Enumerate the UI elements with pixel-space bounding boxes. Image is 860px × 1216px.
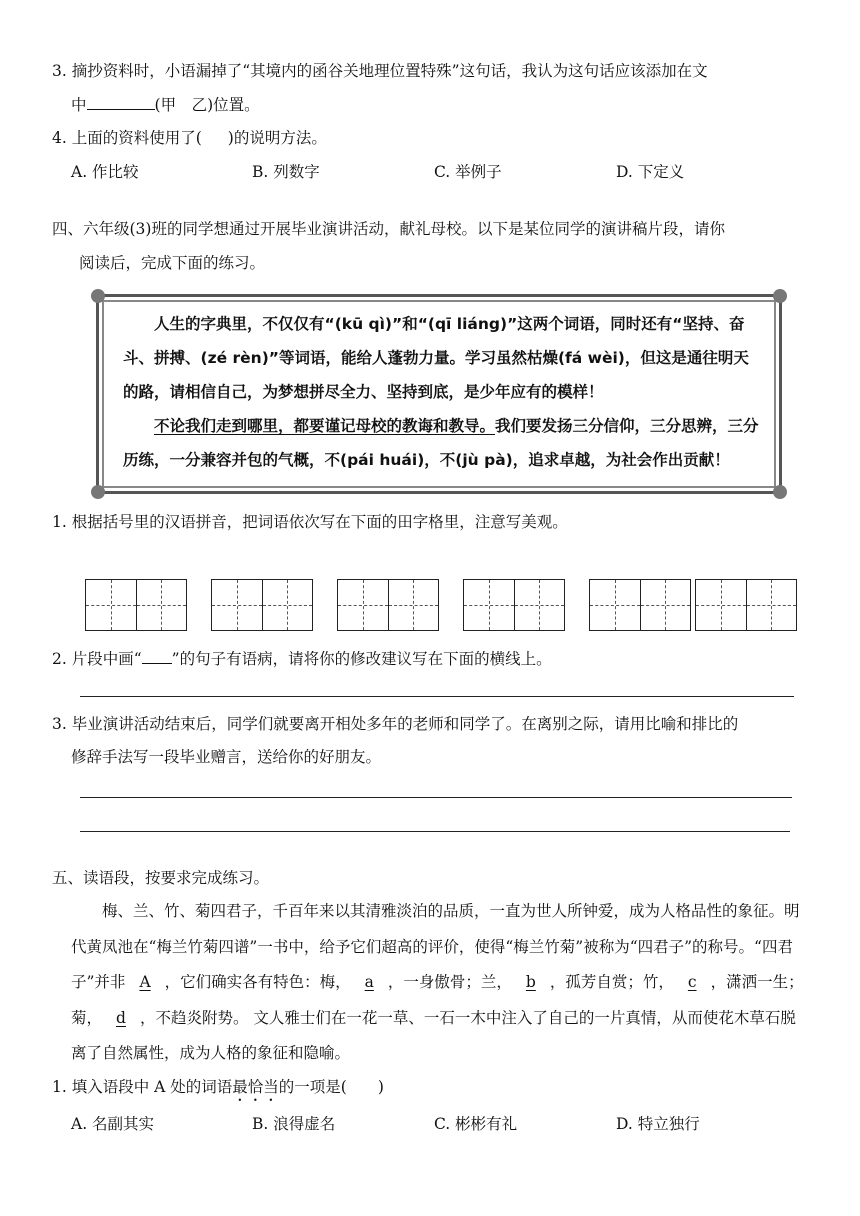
passage-paragraph-2 (123, 409, 763, 477)
option-a[interactable]: A. 名副其实 (71, 1115, 155, 1133)
para-text-4: ，孤芳自赏；竹， (549, 973, 674, 991)
answer-line[interactable] (80, 797, 792, 798)
section-4-question-1: 1. 根据括号里的汉语拼音，把词语依次写在下面的田字格里，注意写美观。 (52, 513, 568, 531)
option-b[interactable]: B. 列数字 (252, 163, 320, 181)
question-3-suffix: (甲 乙)位置。 (154, 96, 260, 114)
passage-paragraph-2-rest: 我们要发扬三分信仰，三分思辨，三分历练，一分兼容并包的气概，不(pái huái)，不(jù pà)，追求卓越，为社会作出贡献！ (123, 417, 759, 469)
blank-d[interactable]: d (116, 1008, 126, 1027)
para-text-6: ，不趋炎附势。 文人雅士们在一花一草、一石一木中注入了自己的一片真情，从而使花木草石脱离了自然属性，成为人格的象征和隐喻。 (71, 1008, 796, 1062)
blank-c[interactable]: c (687, 973, 697, 991)
answer-line[interactable] (80, 831, 790, 832)
section-4-heading-line-1: 四、六年级(3)班的同学想通过开展毕业演讲活动，献礼母校。以下是某位同学的演讲稿片段，请你 (52, 220, 725, 238)
passage-paragraph-1: 人生的字典里，不仅仅有“(kū qì)”和“(qī liáng)”这两个词语，同时还有“坚持、奋斗、拼搏、(zé rèn)”等词语，能给人蓬勃力量。学习虽然枯燥(fá wèi)，但这是通往明天的路，请相信自己，为梦想拼尽全力、坚持到底，是少年应有的模样！ (123, 315, 749, 401)
question-3-line-1: 3. 摘抄资料时，小语漏掉了“其境内的函谷关地理位置特殊”这句话，我认为这句话应该添加在文 (52, 62, 708, 80)
para-text-3: ，一身傲骨；兰， (387, 973, 512, 991)
tianzi-grid-2[interactable] (211, 579, 313, 631)
tianzi-grid-4[interactable] (463, 579, 565, 631)
question-1-suffix: 的一项是( ) (278, 1078, 384, 1096)
answer-line[interactable] (80, 696, 794, 697)
underlined-sentence: 不论我们走到哪里，都要谨记母校的教诲和教导。 (154, 417, 496, 435)
answer-blank[interactable] (87, 93, 155, 110)
section-5-heading: 五、读语段，按要求完成练习。 (52, 869, 270, 887)
para-text-2: ，它们确实各有特色：梅， (164, 973, 351, 991)
section-5-paragraph (71, 894, 806, 1072)
blank-A[interactable]: A (139, 973, 151, 991)
question-2-suffix: ”的句子有语病，请将你的修改建议写在下面的横线上。 (171, 650, 552, 668)
underline-symbol (142, 647, 172, 664)
question-4-prefix: 4. 上面的资料使用了( (52, 129, 202, 147)
emphasized-words: 最恰当 (232, 1078, 279, 1096)
question-3-prefix: 中 (71, 96, 87, 114)
tianzi-grid-3[interactable] (337, 579, 439, 631)
para-text-1: 梅、兰、竹、菊四君子，千百年来以其清雅淡泊的品质，一直为世人所钟爱，成为人格品性的象征。明代黄凤池在“梅兰竹菊四谱”一书中，给予它们超高的评价，使得“梅兰竹菊”被称为“四君子”的称号。“四君子”并非 (71, 902, 800, 991)
question-2-prefix: 2. 片段中画“ (52, 650, 142, 668)
tianzi-grid-6[interactable] (695, 579, 797, 631)
speech-passage-box (96, 294, 782, 494)
option-a[interactable]: A. 作比较 (71, 163, 139, 181)
tianzi-grid-5[interactable] (589, 579, 691, 631)
box-corner-ornament (91, 485, 105, 499)
blank-b[interactable]: b (525, 973, 536, 991)
question-4-suffix: )的说明方法。 (227, 129, 327, 147)
question-1-prefix: 1. 填入语段中 A 处的词语 (52, 1078, 233, 1096)
para-text-5: ，潇洒一生；菊， (71, 973, 804, 1027)
speech-passage (123, 307, 763, 477)
option-d[interactable]: D. 特立独行 (616, 1115, 700, 1133)
box-corner-ornament (773, 289, 787, 303)
section-4-question-3-line-1: 3. 毕业演讲活动结束后，同学们就要离开相处多年的老师和同学了。在离别之际，请用比喻和排比的 (52, 715, 739, 733)
box-corner-ornament (773, 485, 787, 499)
question-4 (52, 127, 327, 149)
blank-a[interactable]: a (364, 973, 374, 991)
section-4-heading-line-2: 阅读后，完成下面的练习。 (79, 254, 266, 272)
box-corner-ornament (91, 289, 105, 303)
option-b[interactable]: B. 浪得虚名 (252, 1115, 336, 1133)
option-c[interactable]: C. 彬彬有礼 (434, 1115, 518, 1133)
section-5-question-1 (52, 1076, 384, 1105)
option-c[interactable]: C. 举例子 (434, 163, 502, 181)
option-d[interactable]: D. 下定义 (616, 163, 685, 181)
tianzi-grid-1[interactable] (85, 579, 187, 631)
section-4-question-2 (52, 647, 552, 670)
question-3-line-2 (71, 93, 260, 116)
section-4-question-3-line-2: 修辞手法写一段毕业赠言，送给你的好朋友。 (71, 748, 382, 766)
